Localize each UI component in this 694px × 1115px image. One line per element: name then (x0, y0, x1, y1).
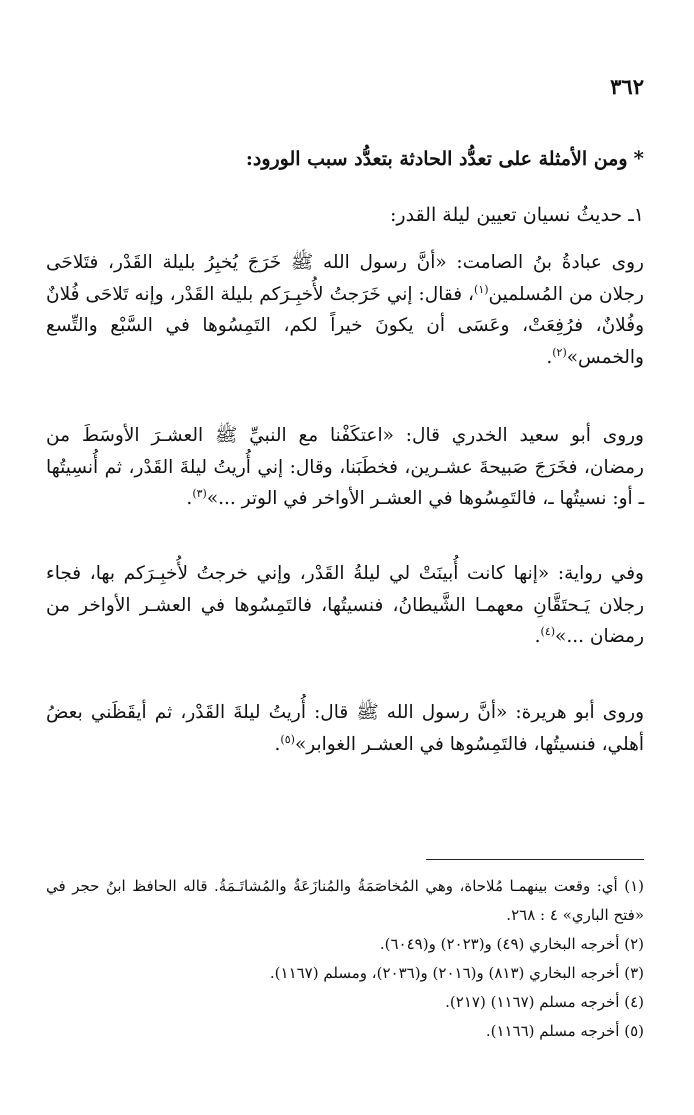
paragraph-text: وفي رواية: «إنها كانت أُبينَتْ لي ليلةُ القَدْر، وإني خرجتُ لأُخبِـرَكم بها، فجاء رجلان يَـحتَقَّانِ معهمـا الشَّيطانُ، فنسيتُها، فالتَمِسُوها في العشـر الأواخر من رمضان ...» (46, 563, 644, 647)
paragraph-text: وروى أبو هريرة: «أنَّ رسول الله ﷺ قال: أُريتُ ليلةَ القَدْر، ثم أيقَظَني بعضُ أهلي، فنسيتُها، فالتَمِسُوها في العشـر الغوابر» (46, 702, 644, 755)
footnote-item: (٥) أخرجه مسلم (١١٦٦). (485, 1022, 644, 1040)
footnote-ref[interactable]: (٥) (280, 732, 295, 746)
paragraph-text: . (546, 346, 553, 368)
footnote-item: (٣) أخرجه البخاري (٨١٣) و(٢٠١٦) و(٢٠٣٦)، ومسلم (١١٦٧). (269, 964, 644, 982)
footnote-ref[interactable]: (٢) (552, 345, 567, 359)
paragraph-text: . (534, 626, 541, 647)
paragraph-abu-said (46, 420, 644, 515)
footnote-item: (١) أي: وقعت بينهمـا مُلاحاة، وهي المُخاصَمَةُ والمُنازَعَةُ والمُشاتَـمَةُ. قاله الحافظ ابنُ حجر في «فتح الباري» ٤ : ٢٦٨. (46, 877, 644, 924)
footnote-item: (٢) أخرجه البخاري (٤٩) و(٢٠٢٣) و(٦٠٤٩). (379, 935, 644, 953)
footnote-ref[interactable]: (١) (474, 282, 489, 296)
section-heading-text: ومن الأمثلة على تعدُّد الحادثة بتعدُّد سبب الورود: (245, 148, 628, 170)
paragraph-ubada (46, 247, 644, 373)
page-number: ٣٦٢ (610, 74, 644, 99)
paragraph-text: . (186, 488, 193, 509)
footnotes-section (46, 872, 644, 1046)
section-heading (46, 142, 644, 175)
paragraph-text: ، فقال: إني خَرَجتُ لأُخبِـرَكم بليلة القَدْر، وإنه تَلاحَى فُلانٌ وفُلانٌ، فرُفِعَتْ، وعَسَى أن يكونَ خيراً لكم، التَمِسُوها في السَّبْع والتِّسع والخمس» (46, 283, 644, 368)
footnote-ref[interactable]: (٣) (192, 486, 207, 500)
hadith-title: ١ـ حديثُ نسيان تعيين ليلة القدر: (390, 204, 644, 226)
paragraph-text: . (274, 733, 281, 755)
paragraph-text: وروى أبو سعيد الخدري قال: «اعتكَفْنا مع النبيِّ ﷺ العشـرَ الأوسَطَ من رمضان، فخَرَجَ صَبيحةَ عشـرين، فخطَبَنا، وقال: إني أُريتُ ليلةَ القَدْر، ثم أُنسِيتُها ـ أو: نسيتُها ـ، فالتَمِسُوها في العشـر الأواخر في الوتر ...» (46, 425, 644, 509)
paragraph-text: روى عبادةُ بنُ الصامت: «أنَّ رسول الله ﷺ خَرَجَ يُخبِرُ بليلة القَدْر، فتَلاحَى رجلان من المُسلمين (46, 252, 644, 305)
footnote-ref[interactable]: (٤) (540, 624, 556, 638)
book-page (46, 72, 644, 1095)
footnote-item: (٤) أخرجه مسلم (١١٦٧) (٢١٧). (445, 993, 644, 1011)
footnote-separator (426, 859, 644, 860)
paragraph-riwaya (46, 558, 644, 653)
paragraph-abu-hurayra (46, 697, 644, 760)
asterisk-marker: * (633, 146, 644, 170)
